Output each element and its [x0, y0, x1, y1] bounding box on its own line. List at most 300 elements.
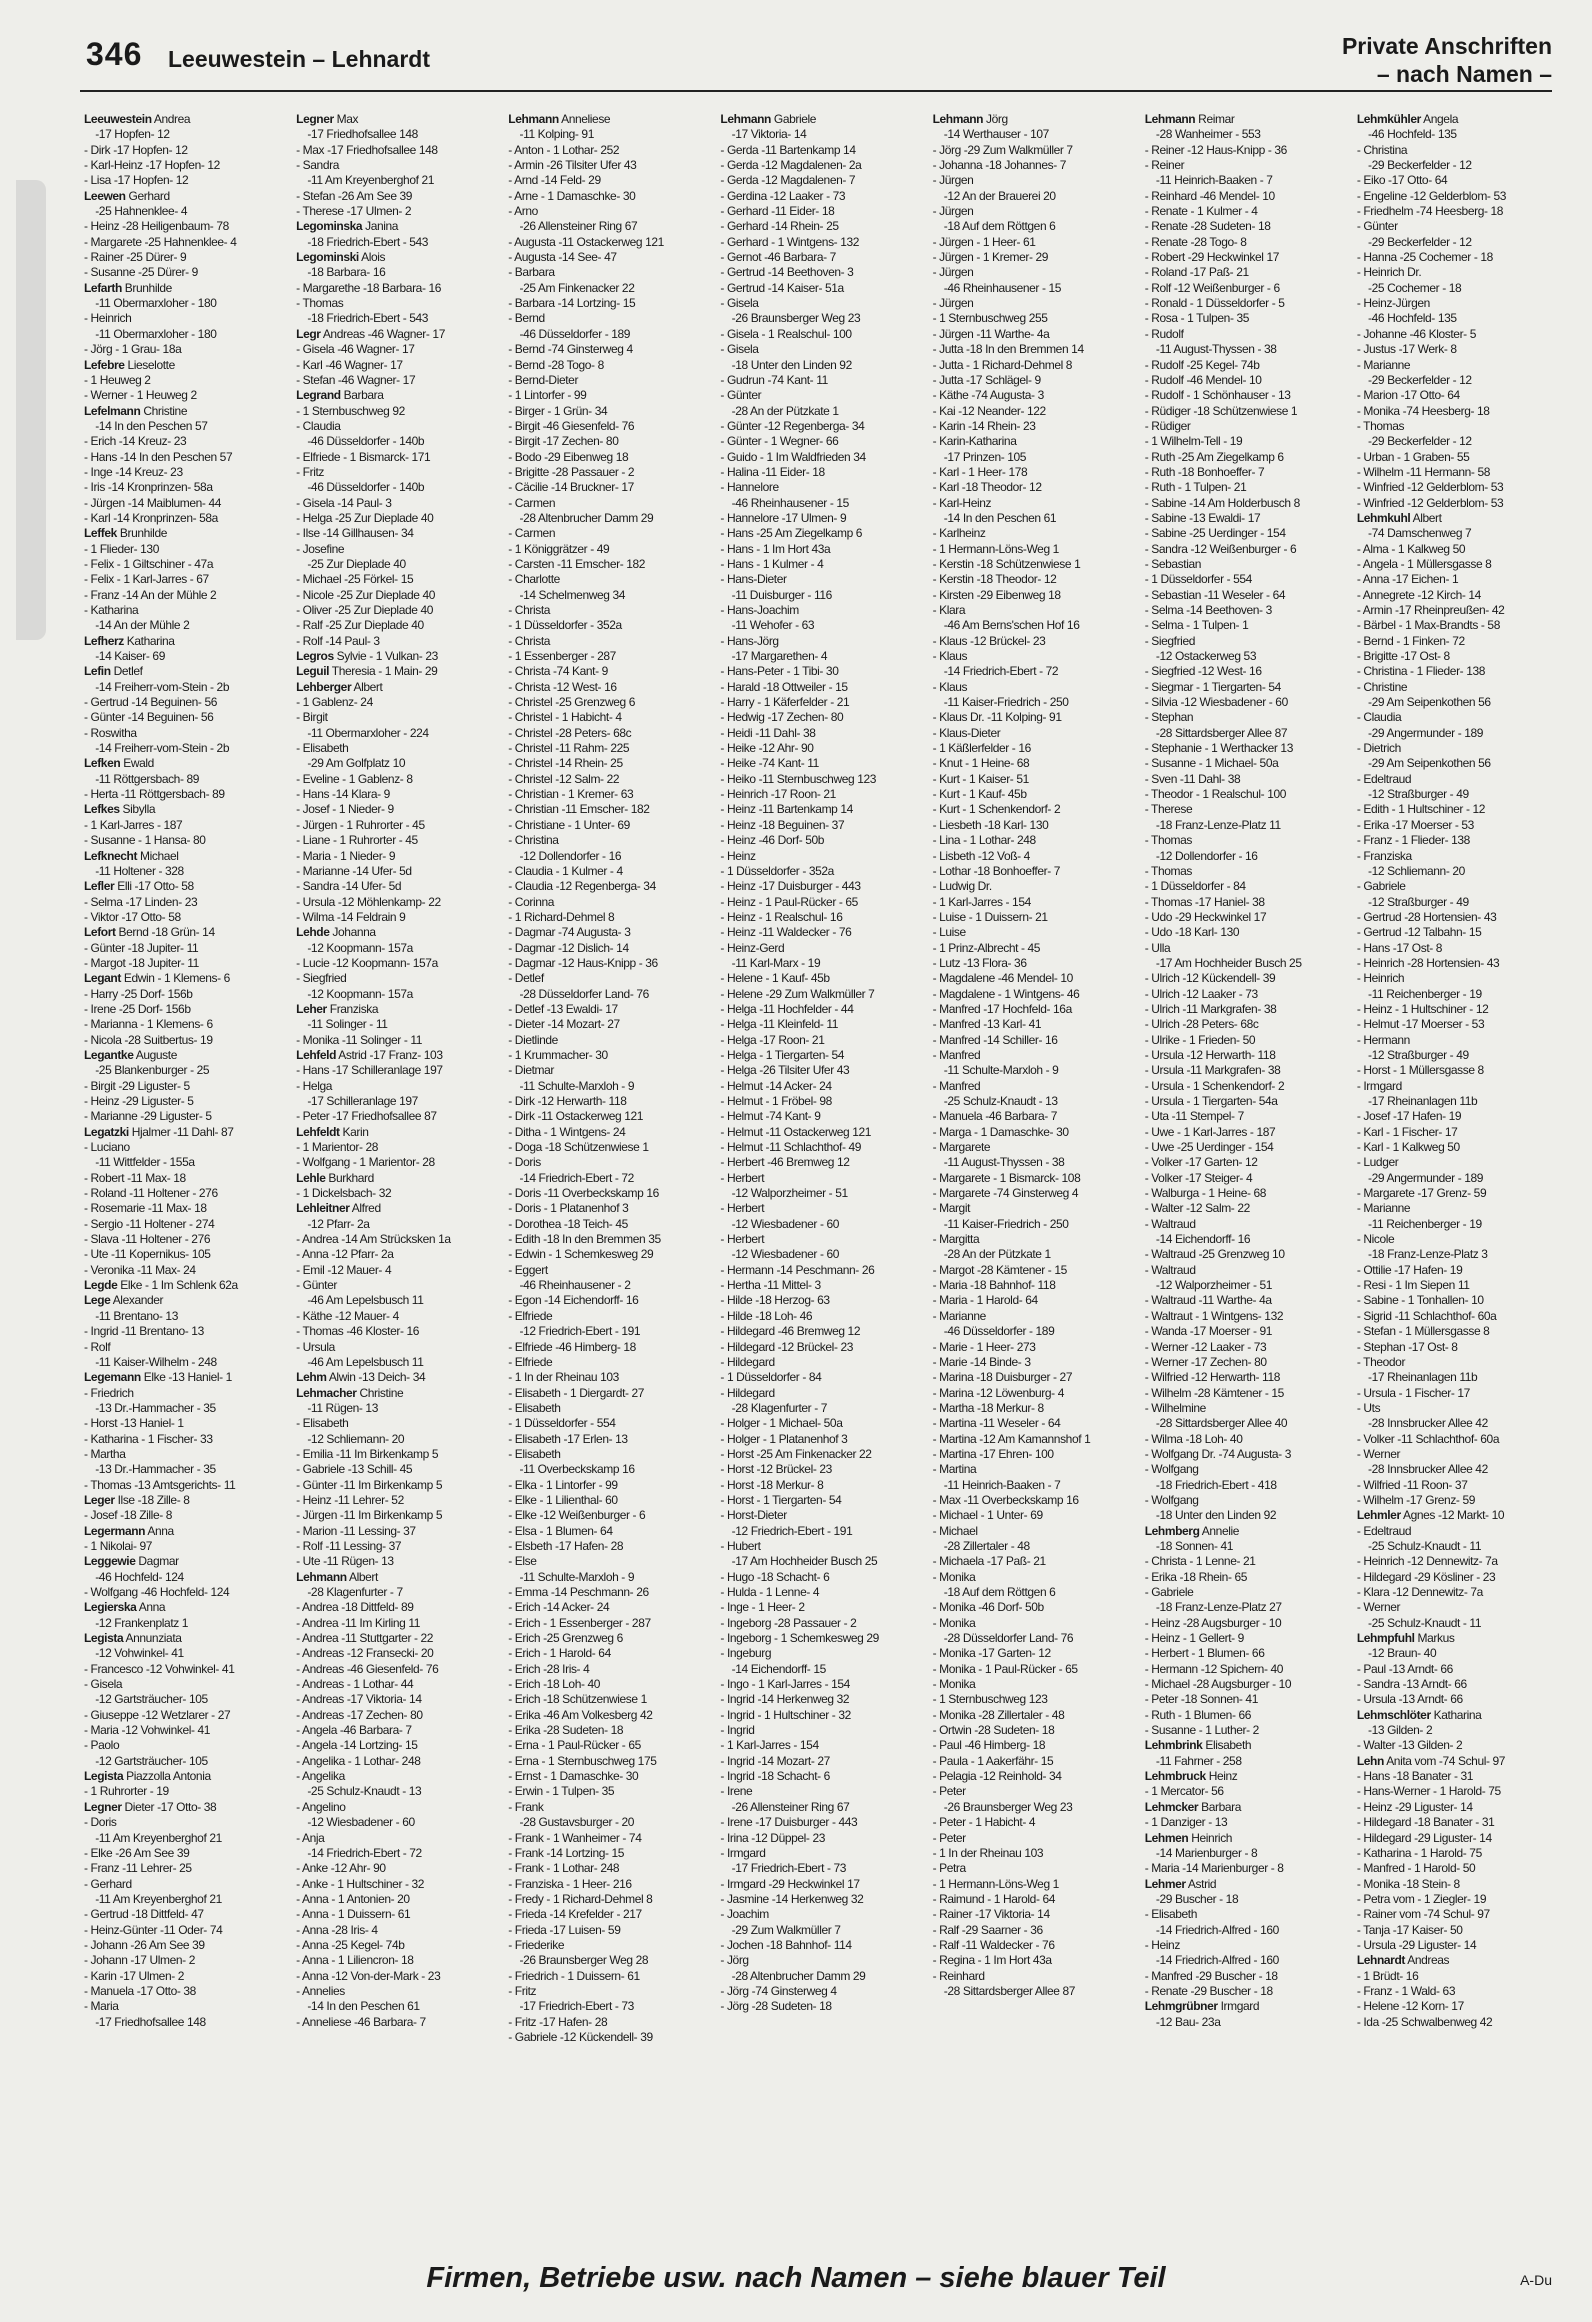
- directory-entry: - Heinrich -28 Hortensien- 43: [1356, 955, 1500, 970]
- directory-entry: - Heinz -29 Liguster- 5: [84, 1094, 194, 1108]
- directory-entry: - Wolfgang: [1144, 1462, 1199, 1477]
- directory-entry: - Ulrich -11 Markgrafen- 38: [1144, 1001, 1277, 1016]
- directory-entry: - Ursula: [296, 1339, 335, 1354]
- directory-entry: - Ursula -11 Markgrafen- 38: [1144, 1063, 1281, 1078]
- directory-entry: - Resi - 1 Im Siepen 11: [1356, 1278, 1470, 1293]
- directory-entry: - Eggert: [508, 1262, 548, 1277]
- directory-entry: - Andreas -17 Viktoria- 14: [296, 1692, 422, 1707]
- directory-entry: -46 Hochfeld- 135: [1356, 127, 1457, 142]
- directory-entry: -46 Düsseldorfer - 189: [508, 326, 631, 341]
- directory-entry: -25 Zur Dieplade 40: [296, 556, 406, 571]
- directory-entry: Lehfeld Astrid -17 Franz- 103: [296, 1047, 443, 1062]
- directory-entry: - Heiko -11 Sternbuschweg 123: [720, 771, 877, 786]
- directory-entry: -29 Beckerfelder - 12: [1356, 434, 1472, 449]
- directory-entry: - Jürgen -11 Warthe- 4a: [932, 326, 1050, 341]
- directory-entry: - Helga -17 Roon- 21: [720, 1032, 825, 1047]
- directory-entry: -12 Walporzheimer - 51: [1144, 1278, 1273, 1293]
- directory-entry: Lefort Bernd -18 Grün- 14: [84, 925, 215, 940]
- directory-entry: - Elke - 1 Lilienthal- 60: [508, 1492, 618, 1507]
- directory-entry: -11 Heinrich-Baaken - 7: [932, 1477, 1061, 1492]
- directory-entry: - Theodor - 1 Realschul- 100: [1144, 787, 1287, 802]
- directory-entry: - Wilhelmine: [1144, 1400, 1206, 1415]
- directory-entry: - Christel -12 Salm- 22: [508, 771, 620, 786]
- directory-entry: - Bodo -29 Eibenweg 18: [508, 449, 629, 464]
- directory-entry: - Helga -11 Kleinfeld- 11: [720, 1017, 839, 1032]
- directory-entry: - Anna -25 Kegel- 74b: [296, 1937, 405, 1952]
- directory-entry: - Birger - 1 Grün- 34: [508, 403, 608, 418]
- directory-entry: - 1 Krummacher- 30: [508, 1047, 608, 1062]
- directory-entry: - Jasmine -14 Herkenweg 32: [720, 1891, 864, 1906]
- directory-entry: - Karl -14 Kronprinzen- 58a: [84, 510, 218, 525]
- directory-entry: -11 Wittfelder - 155a: [84, 1155, 195, 1170]
- directory-entry: - Iris -14 Kronprinzen- 58a: [84, 480, 213, 495]
- directory-entry: - Karlheinz: [932, 526, 986, 541]
- directory-entry: - 1 Sternbuschweg 123: [932, 1692, 1048, 1707]
- directory-entry: - Elsbeth -17 Hafen- 28: [508, 1538, 624, 1553]
- directory-entry: Lehmkühler Angela: [1356, 112, 1459, 126]
- directory-entry: - Marina -12 Löwenburg- 4: [932, 1385, 1064, 1400]
- directory-entry: - Emil -12 Mauer- 4: [296, 1262, 392, 1277]
- directory-entry: - Jürgen: [932, 204, 974, 219]
- directory-entry: - Andreas -12 Fransecki- 20: [296, 1646, 434, 1661]
- directory-entry: - Andrea -18 Dittfeld- 89: [296, 1600, 414, 1615]
- directory-column-5: [933, 112, 1135, 2160]
- directory-entry: - Heinz -29 Liguster- 14: [1356, 1799, 1473, 1814]
- directory-entry: -25 Cochemer - 18: [1356, 280, 1462, 295]
- directory-entry: - Jürgen: [932, 265, 974, 280]
- directory-entry: -12 Pfarr- 2a: [296, 1216, 370, 1231]
- directory-entry: - Hermann: [1356, 1032, 1410, 1047]
- directory-entry: - Christina: [1356, 142, 1408, 157]
- directory-entry: - Jürgen - 1 Heer- 61: [932, 234, 1036, 249]
- directory-entry: - Heinrich: [1356, 971, 1405, 986]
- directory-entry: - Emma -14 Peschmann- 26: [508, 1585, 649, 1599]
- directory-entry: - Hermann -12 Spichern- 40: [1144, 1661, 1284, 1676]
- thumb-index-tab: [16, 180, 46, 640]
- directory-entry: - Helga -26 Tilsiter Ufer 43: [720, 1063, 850, 1078]
- directory-entry: - Elisabeth: [508, 1400, 561, 1415]
- directory-entry: - Ursula - 1 Fischer- 17: [1356, 1385, 1470, 1400]
- directory-entry: - Dirk -17 Hopfen- 12: [84, 142, 188, 157]
- directory-entry: -29 Am Seipenkothen 56: [1356, 756, 1491, 771]
- directory-entry: - Herta -11 Röttgersbach- 89: [84, 787, 225, 802]
- directory-entry: -11 Brentano- 13: [84, 1308, 178, 1323]
- directory-entry: - Gertrud -14 Beethoven- 3: [720, 265, 854, 280]
- directory-entry: - 1 Sternbuschweg 255: [932, 311, 1048, 326]
- directory-entry: - Klaus-Dieter: [932, 725, 1001, 740]
- directory-entry: - Ingrid -11 Brentano- 13: [84, 1324, 204, 1339]
- directory-entry: - Erna - 1 Paul-Rücker - 65: [508, 1738, 641, 1753]
- directory-entry: - Ute -11 Rügen- 13: [296, 1554, 394, 1569]
- directory-entry: - Anton - 1 Lothar- 252: [508, 142, 620, 157]
- directory-entry: - Gertrud -12 Talbahn- 15: [1356, 925, 1482, 940]
- directory-entry: - 1 Flieder- 130: [84, 541, 159, 556]
- directory-entry: - 1 Essenberger - 287: [508, 649, 616, 664]
- directory-entry: - Cäcilie -14 Bruckner- 17: [508, 480, 634, 495]
- directory-entry: - Petra: [932, 1861, 966, 1876]
- directory-entry: - Felix - 1 Giltschiner - 47a: [84, 556, 214, 571]
- directory-entry: -11 Röttgersbach- 89: [84, 771, 200, 786]
- directory-entry: -28 Altenbrucher Damm 29: [720, 1968, 866, 1983]
- directory-entry: - Ingrid: [720, 1723, 755, 1738]
- directory-entry: Lehnardt Andreas: [1356, 1953, 1450, 1968]
- directory-entry: - Christian - 1 Kremer- 63: [508, 787, 634, 802]
- directory-entry: - Hans -17 Schilleranlage 197: [296, 1063, 443, 1078]
- directory-entry: Lefkes Sibylla: [84, 802, 156, 817]
- directory-entry: -12 Ostackerweg 53: [1144, 649, 1257, 664]
- directory-entry: - Klara -12 Dennewitz- 7a: [1356, 1585, 1483, 1599]
- directory-entry: -11 Karl-Marx - 19: [720, 955, 821, 970]
- directory-entry: - Hans-Dieter: [720, 572, 787, 587]
- directory-entry: - Monika -11 Solinger - 11: [296, 1032, 423, 1047]
- directory-entry: -17 Prinzen- 105: [932, 449, 1027, 464]
- directory-entry: - Katharina - 1 Fischer- 33: [84, 1431, 213, 1446]
- directory-entry: - Birgit: [296, 710, 328, 725]
- directory-entry: -29 Beckerfelder - 12: [1356, 158, 1472, 173]
- directory-entry: -14 Friedrich-Alfred - 160: [1144, 1953, 1279, 1968]
- directory-entry: -11 August-Thyssen - 38: [932, 1155, 1065, 1170]
- directory-entry: - 1 Königgrätzer - 49: [508, 541, 610, 556]
- directory-entry: - Andreas - 1 Lothar- 44: [296, 1677, 414, 1692]
- directory-entry: - Nicola -28 Suitbertus- 19: [84, 1032, 213, 1047]
- directory-entry: Lehmen Heinrich: [1144, 1830, 1233, 1845]
- directory-entry: Legrand Barbara: [296, 388, 384, 403]
- directory-entry: - Heinz -18 Beguinen- 37: [720, 817, 845, 832]
- directory-entry: - Guido - 1 Im Waldfrieden 34: [720, 449, 866, 464]
- directory-entry: - Hulda - 1 Lenne- 4: [720, 1585, 820, 1599]
- directory-entry: - Sandra: [296, 158, 339, 173]
- directory-entry: -18 Friedrich-Ebert - 543: [296, 311, 429, 326]
- directory-entry: -28 Altenbrucher Damm 29: [508, 510, 654, 525]
- directory-entry: - Franziska - 1 Heer- 216: [508, 1876, 632, 1891]
- directory-entry: - Reiner -12 Haus-Knipp - 36: [1144, 142, 1287, 157]
- directory-entry: -11 Am Kreyenberghof 21: [296, 173, 435, 188]
- directory-entry: Leewen Gerhard: [84, 188, 170, 203]
- directory-entry: - Erich - 1 Essenberger - 287: [508, 1615, 651, 1630]
- directory-entry: - 1 Karl-Jarres - 154: [720, 1738, 819, 1753]
- directory-entry: - Angela -46 Barbara- 7: [296, 1723, 412, 1738]
- directory-entry: - Armin -17 Rheinpreußen- 42: [1356, 603, 1505, 617]
- directory-entry: -46 Rheinhausener - 2: [508, 1278, 631, 1293]
- directory-entry: - Rainer -25 Dürer- 9: [84, 250, 187, 265]
- directory-entry: - Dirk -12 Herwarth- 118: [508, 1094, 627, 1108]
- directory-entry: - Irmgard -29 Heckwinkel 17: [720, 1876, 860, 1891]
- directory-entry: - Hildegard: [720, 1385, 775, 1400]
- directory-entry: Legros Sylvie - 1 Vulkan- 23: [296, 649, 438, 664]
- directory-entry: Lefelmann Christine: [84, 403, 188, 418]
- directory-entry: - Wilma -14 Feldrain 9: [296, 909, 406, 924]
- directory-entry: - Jörg - 1 Grau- 18a: [84, 342, 182, 357]
- directory-entry: - Elisabeth: [296, 1416, 349, 1431]
- directory-entry: - Erich - 1 Harold- 64: [508, 1646, 611, 1661]
- directory-entry: - Werner - 1 Heuweg 2: [84, 388, 197, 403]
- directory-entry: Leher Franziska: [296, 1001, 379, 1016]
- directory-entry: - Heinz - 1 Gellert- 9: [1144, 1631, 1244, 1646]
- directory-entry: - Christa - 1 Lenne- 21: [1144, 1554, 1256, 1569]
- directory-entry: - Herbert -46 Bremweg 12: [720, 1155, 850, 1170]
- directory-entry: - Elisabeth - 1 Diergardt- 27: [508, 1385, 645, 1400]
- directory-entry: Lehfeldt Karin: [296, 1124, 369, 1139]
- directory-entry: -17 Friedrich-Ebert - 73: [720, 1861, 847, 1876]
- directory-entry: - Helmut -11 Schlachthof- 49: [720, 1140, 862, 1155]
- directory-entry: - Maria - 1 Nieder- 9: [296, 848, 396, 863]
- directory-entry: -46 Rheinhausener - 15: [932, 280, 1062, 295]
- directory-entry: - Heinz -28 Augsburger - 10: [1144, 1615, 1282, 1630]
- directory-entry: - Monika -17 Garten- 12: [932, 1646, 1051, 1661]
- directory-entry: -25 Schulz-Knaudt - 11: [1356, 1615, 1482, 1630]
- directory-entry: -18 Franz-Lenze-Platz 11: [1144, 817, 1281, 832]
- directory-entry: - Stephan -17 Ost- 8: [1356, 1339, 1458, 1354]
- directory-entry: - Renate -28 Sudeten- 18: [1144, 219, 1271, 234]
- directory-entry: - Wanda -17 Moerser - 91: [1144, 1324, 1273, 1339]
- directory-entry: - Ortwin -28 Sudeten- 18: [932, 1723, 1055, 1738]
- directory-entry: -14 In den Peschen 61: [296, 1999, 420, 2014]
- directory-entry: - Andreas -46 Giesenfeld- 76: [296, 1661, 439, 1676]
- directory-entry: - Jürgen -11 Im Birkenkamp 5: [296, 1508, 443, 1523]
- directory-entry: - Ernst - 1 Damaschke- 30: [508, 1769, 639, 1784]
- directory-entry: - Heinz -28 Heiligenbaum- 78: [84, 219, 229, 234]
- directory-entry: - Uwe - 1 Karl-Jarres - 187: [1144, 1124, 1276, 1139]
- directory-entry: - Wilhelm -17 Grenz- 59: [1356, 1492, 1476, 1507]
- directory-entry: - Irene: [720, 1784, 753, 1799]
- directory-entry: - Thomas: [296, 296, 344, 311]
- directory-entry: - Irmgard: [1356, 1078, 1402, 1093]
- directory-entry: - Klara: [932, 603, 966, 617]
- directory-entry: -25 Blankenburger - 25: [84, 1063, 210, 1078]
- directory-entry: - Nicole: [1356, 1232, 1395, 1247]
- directory-entry: -25 Schulz-Knaudt - 11: [1356, 1538, 1482, 1553]
- directory-entry: - Walburga - 1 Heine- 68: [1144, 1186, 1267, 1201]
- directory-entry: Legde Elke - 1 Im Schlenk 62a: [84, 1278, 238, 1293]
- directory-entry: - Anna - 1 Antonien- 20: [296, 1891, 410, 1906]
- directory-entry: - Thomas -17 Haniel- 38: [1144, 894, 1265, 909]
- directory-entry: - Werner: [1356, 1600, 1401, 1615]
- directory-entry: - Sebastian -11 Weseler - 64: [1144, 587, 1286, 602]
- directory-entry: Lehmbruck Heinz: [1144, 1769, 1238, 1784]
- directory-entry: -11 Obermarxloher - 180: [84, 296, 217, 311]
- directory-entry: - Angelino: [296, 1799, 346, 1814]
- directory-entry: - Andrea -11 Im Kirling 11: [296, 1615, 421, 1630]
- directory-entry: - Ulrich -12 Laaker - 73: [1144, 986, 1258, 1001]
- directory-entry: - Regina - 1 Im Hort 43a: [932, 1953, 1052, 1968]
- directory-entry: - Erich -14 Kreuz- 23: [84, 434, 187, 449]
- directory-entry: - Heinz -11 Waldecker - 76: [720, 925, 852, 940]
- directory-entry: - Heinz -11 Bartenkamp 14: [720, 802, 853, 817]
- directory-entry: - Heinrich Dr.: [1356, 265, 1422, 280]
- directory-entry: - Herbert: [720, 1170, 765, 1185]
- directory-entry: - Harry -25 Dorf- 156b: [84, 986, 193, 1001]
- directory-entry: -11 Solinger - 11: [296, 1017, 388, 1032]
- directory-entry: - Kurt - 1 Kaiser- 51: [932, 771, 1029, 786]
- directory-entry: - Marianna - 1 Klemens- 6: [84, 1017, 213, 1032]
- directory-entry: - Maria -14 Marienburger - 8: [1144, 1861, 1284, 1876]
- directory-entry: - Kerstin -18 Theodor- 12: [932, 572, 1057, 587]
- section-title-line1: Private Anschriften: [1341, 33, 1552, 59]
- directory-entry: -18 Auf dem Röttgen 6: [932, 219, 1056, 234]
- directory-entry: - Franz - 1 Wald- 63: [1356, 1983, 1456, 1998]
- directory-entry: - Birgit -29 Liguster- 5: [84, 1078, 190, 1093]
- directory-entry: - 1 In der Rheinau 103: [508, 1370, 619, 1385]
- directory-entry: -18 Friedrich-Ebert - 418: [1144, 1477, 1277, 1492]
- directory-entry: - Klaus Dr. -11 Kolping- 91: [932, 710, 1062, 725]
- directory-entry: - Anke -12 Ahr- 90: [296, 1861, 386, 1876]
- directory-entry: - Elfriede: [508, 1354, 553, 1369]
- directory-entry: - Maria: [84, 1999, 119, 2014]
- directory-entry: - Margarete -74 Ginsterweg 4: [932, 1186, 1079, 1201]
- directory-entry: - Irina -12 Düppel- 23: [720, 1830, 826, 1845]
- directory-entry: - Erika -46 Am Volkesberg 42: [508, 1707, 653, 1722]
- directory-entry: - Dieter -14 Mozart- 27: [508, 1017, 620, 1032]
- directory-entry: Legominska Janina: [296, 219, 399, 234]
- directory-entry: - Alma - 1 Kalkweg 50: [1356, 541, 1466, 556]
- directory-entry: Lehmpfuhl Markus: [1356, 1631, 1455, 1646]
- directory-entry: Lefherz Katharina: [84, 633, 175, 648]
- directory-entry: - Heinz-Günter -11 Oder- 74: [84, 1922, 223, 1937]
- directory-entry: - Erich -25 Grenzweg 6: [508, 1631, 623, 1646]
- directory-entry: - Kurt - 1 Kauf- 45b: [932, 787, 1027, 802]
- directory-entry: - Peter -18 Sonnen- 41: [1144, 1692, 1258, 1707]
- directory-entry: - Corinna: [508, 894, 555, 909]
- directory-entry: - Birgit -17 Zechen- 80: [508, 434, 619, 449]
- directory-entry: - Karin -17 Ulmen- 2: [84, 1968, 185, 1983]
- directory-entry: - Günter: [1356, 219, 1398, 234]
- directory-entry: - 1 Sternbuschweg 92: [296, 403, 405, 418]
- directory-entry: -46 Am Berns'schen Hof 16: [932, 618, 1080, 633]
- directory-entry: - Manfred -17 Hochfeld- 16a: [932, 1001, 1072, 1016]
- directory-entry: - Ingrid -14 Herkenweg 32: [720, 1692, 850, 1707]
- directory-entry: - Käthe -74 Augusta- 3: [932, 388, 1044, 403]
- directory-entry: - Arnd -14 Feld- 29: [508, 173, 601, 188]
- directory-entry: - Stefan -26 Am See 39: [296, 188, 413, 203]
- directory-entry: -12 Dollendorfer - 16: [508, 848, 622, 863]
- directory-entry: - Edeltraud: [1356, 1523, 1412, 1538]
- directory-entry: - Claudia - 1 Kulmer - 4: [508, 863, 623, 878]
- directory-entry: - Reiner: [1144, 158, 1185, 173]
- directory-entry: -12 Wiesbadener - 60: [720, 1216, 840, 1231]
- directory-entry: - Margarete - 1 Bismarck- 108: [932, 1170, 1081, 1185]
- directory-entry: -12 Vohwinkel- 41: [84, 1646, 184, 1661]
- directory-entry: -14 Friedrich-Ebert - 72: [296, 1845, 422, 1860]
- directory-entry: - Susanne - 1 Luther- 2: [1144, 1723, 1259, 1738]
- directory-entry: - Gisela -46 Wagner- 17: [296, 342, 415, 357]
- directory-entry: -26 Allensteiner Ring 67: [508, 219, 638, 234]
- directory-entry: - Luciano: [84, 1140, 130, 1155]
- directory-entry: Lehmbrink Elisabeth: [1144, 1738, 1252, 1753]
- directory-entry: - Paul -13 Arndt- 66: [1356, 1661, 1453, 1676]
- directory-entry: -28 Sittardsberger Allee 87: [1144, 725, 1288, 740]
- directory-entry: - Sabine - 1 Tonhallen- 10: [1356, 1293, 1484, 1308]
- directory-entry: - Rolf -11 Lessing- 37: [296, 1538, 402, 1553]
- directory-entry: - Birgit -46 Giesenfeld- 76: [508, 418, 635, 433]
- directory-entry: - Stephanie - 1 Werthacker 13: [1144, 741, 1293, 756]
- directory-entry: - Detlef -13 Ewaldi- 17: [508, 1001, 618, 1016]
- directory-entry: - Bernd-Dieter: [508, 372, 579, 387]
- directory-entry: - Gerhard -14 Rhein- 25: [720, 219, 839, 234]
- directory-entry: - Susanne - 1 Hansa- 80: [84, 833, 206, 848]
- directory-entry: - Edwin - 1 Schemkesweg 29: [508, 1247, 654, 1262]
- directory-entry: -12 Koopmann- 157a: [296, 986, 413, 1001]
- directory-entry: - Marie - 1 Heer- 273: [932, 1339, 1036, 1354]
- directory-entry: -46 Am Lepelsbusch 11: [296, 1293, 424, 1308]
- directory-entry: - Friederike: [508, 1937, 565, 1952]
- directory-entry: -14 Kaiser- 69: [84, 649, 165, 664]
- directory-entry: -17 Friedhofsallee 148: [296, 127, 418, 142]
- directory-entry: -25 Hahnenklee- 4: [84, 204, 188, 219]
- directory-entry: - Wolfgang - 1 Marientor- 28: [296, 1155, 435, 1170]
- directory-entry: - Wilfried -11 Roon- 37: [1356, 1477, 1468, 1492]
- directory-entry: - 1 Ruhrorter - 19: [84, 1784, 169, 1799]
- directory-entry: - Siegmar - 1 Tiergarten- 54: [1144, 679, 1281, 694]
- directory-entry: - Felix - 1 Karl-Jarres - 67: [84, 572, 209, 587]
- directory-entry: -12 Gartsträucher- 105: [84, 1753, 208, 1768]
- directory-entry: -18 Sonnen- 41: [1144, 1538, 1234, 1553]
- directory-entry: - Heinz - 1 Realschul- 16: [720, 909, 843, 924]
- directory-entry: - Lutz -13 Flora- 36: [932, 955, 1027, 970]
- directory-entry: - Helga -11 Hochfelder - 44: [720, 1001, 854, 1016]
- directory-entry: -12 Walporzheimer - 51: [720, 1186, 848, 1201]
- directory-entry: - Sandra -13 Arndt- 66: [1356, 1677, 1467, 1692]
- directory-entry: -12 Frankenplatz 1: [84, 1615, 189, 1630]
- directory-entry: - Roland -17 Paß- 21: [1144, 265, 1249, 280]
- directory-entry: - Ingeborg - 1 Schemkesweg 29: [720, 1631, 879, 1646]
- directory-entry: - Thomas: [1144, 863, 1192, 878]
- directory-entry: - Rudolf -25 Kegel- 74b: [1144, 357, 1260, 372]
- directory-entry: - Frank -14 Lortzing- 15: [508, 1845, 625, 1860]
- directory-entry: - Doga -18 Schützenwiese 1: [508, 1140, 649, 1155]
- directory-entry: - Waltraud -25 Grenzweg 10: [1144, 1247, 1285, 1262]
- directory-entry: - 1 Nikolai- 97: [84, 1538, 153, 1553]
- directory-entry: - Udo -29 Heckwinkel 17: [1144, 909, 1267, 924]
- directory-entry: Legant Edwin - 1 Klemens- 6: [84, 971, 230, 986]
- directory-entry: Lehmschlöter Katharina: [1356, 1707, 1482, 1722]
- directory-entry: - Margarete: [932, 1140, 991, 1155]
- directory-entry: - Doris: [84, 1815, 117, 1830]
- directory-entry: - Sabine -25 Uerdinger - 154: [1144, 526, 1286, 541]
- directory-entry: - Ruth -25 Am Ziegelkamp 6: [1144, 449, 1284, 464]
- directory-entry: - Ottilie -17 Hafen- 19: [1356, 1262, 1463, 1277]
- directory-entry: -13 Dr.-Hammacher - 35: [84, 1462, 216, 1477]
- directory-entry: - Carsten -11 Emscher- 182: [508, 556, 646, 571]
- directory-entry: -11 Schulte-Marxloh - 9: [932, 1063, 1059, 1078]
- directory-entry: - Holger - 1 Michael- 50a: [720, 1416, 843, 1431]
- directory-entry: -11 Am Kreyenberghof 21: [84, 1891, 222, 1906]
- directory-entry: -18 Unter den Linden 92: [1144, 1508, 1277, 1523]
- directory-entry: - Helmut - 1 Fröbel- 98: [720, 1094, 832, 1108]
- directory-entry: - Gabriele: [1356, 879, 1406, 894]
- directory-entry: Lefler Elli -17 Otto- 58: [84, 879, 194, 894]
- directory-entry: - Oliver -25 Zur Dieplade 40: [296, 603, 434, 617]
- directory-entry: -14 Eichendorff- 15: [720, 1661, 826, 1676]
- directory-entry: - Gernot -46 Barbara- 7: [720, 250, 836, 265]
- directory-entry: - Erich -28 Iris- 4: [508, 1661, 590, 1676]
- directory-entry: - Gisela -14 Paul- 3: [296, 495, 392, 510]
- directory-entry: - Kirsten -29 Eibenweg 18: [932, 587, 1061, 602]
- directory-entry: -28 Klagenfurter - 7: [720, 1400, 828, 1415]
- directory-entry: - Monika: [932, 1569, 976, 1584]
- directory-entry: - Thomas -13 Amtsgerichts- 11: [84, 1477, 236, 1492]
- directory-entry: - Bärbel - 1 Max-Brandts - 58: [1356, 618, 1500, 633]
- directory-entry: - Christa -12 West- 16: [508, 679, 617, 694]
- directory-entry: - Gertrud -14 Beguinen- 56: [84, 695, 218, 710]
- directory-entry: - Rüdiger -18 Schützenwiese 1: [1144, 403, 1298, 418]
- directory-entry: -46 Hochfeld- 135: [1356, 311, 1457, 326]
- directory-entry: - Ulla: [1144, 940, 1171, 955]
- directory-entry: - Helene -12 Korn- 17: [1356, 1999, 1464, 2014]
- directory-entry: -17 Am Hochheider Busch 25: [1144, 955, 1302, 970]
- directory-entry: Lehmler Agnes -12 Markt- 10: [1356, 1508, 1505, 1523]
- directory-entry: - Doris: [508, 1155, 541, 1170]
- directory-entry: - Max -17 Friedhofsallee 148: [296, 142, 438, 157]
